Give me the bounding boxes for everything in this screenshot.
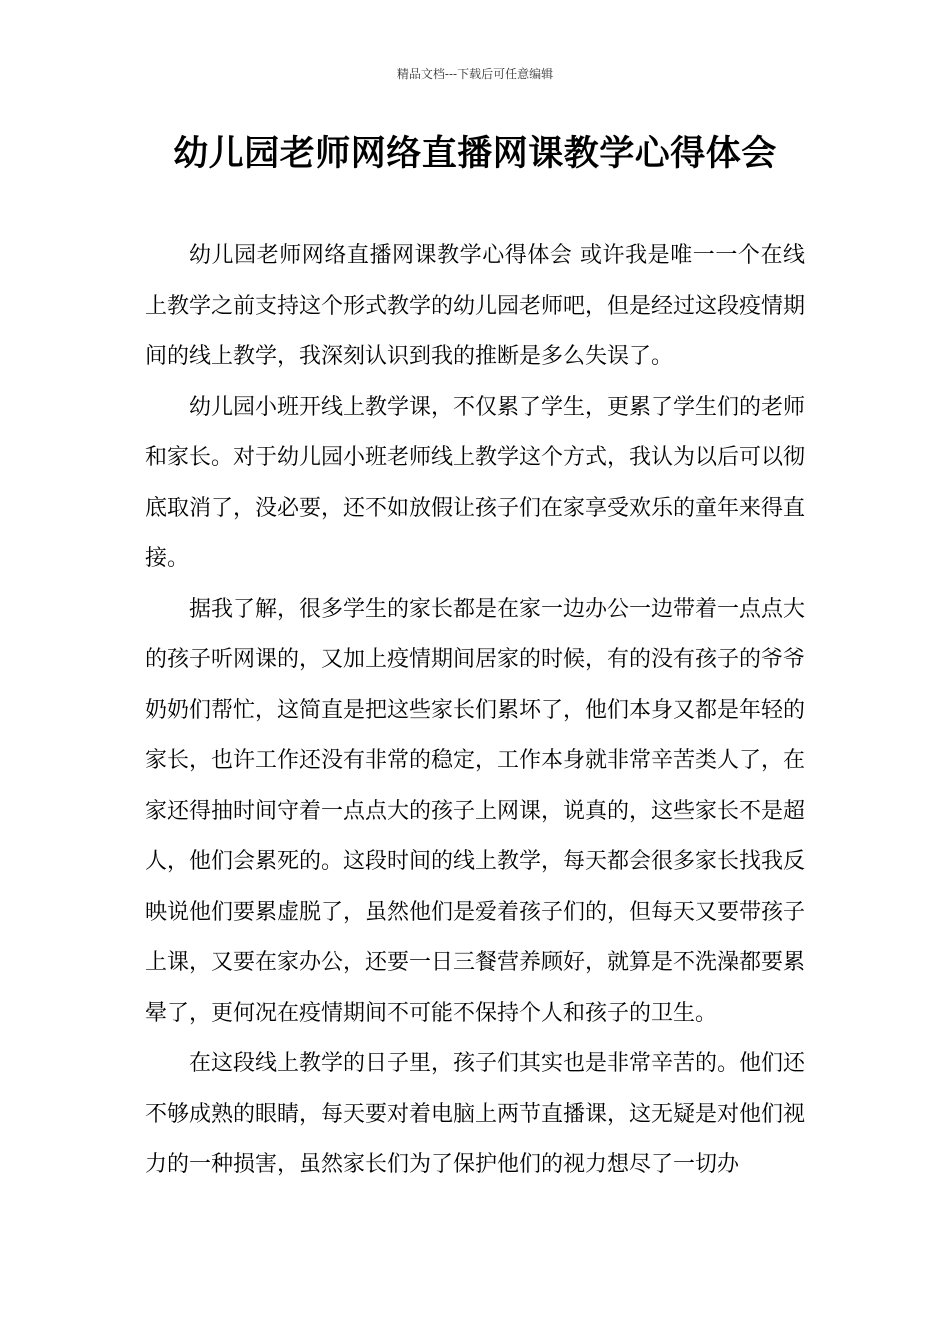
document-title: 幼儿园老师网络直播网课教学心得体会 (173, 133, 777, 174)
paragraph-3: 据我了解，很多学生的家长都是在家一边办公一边带着一点点大的孩子听网课的，又加上疫情期间居家的时候，有的没有孩子的爷爷奶奶们帮忙，这简直是把这些家长们累坏了，他们本身又都是年轻的家长，也许工作还没有非常的稳定，工作本身就非常辛苦类人了，在家还得抽时间守着一点点大的孩子上网课，说真的，这些家长不是超人，他们会累死的。这段时间的线上教学，每天都会很多家长找我反映说他们要累虚脱了，虽然他们是爱着孩子们的，但每天又要带孩子上课，又要在家办公，还要一日三餐营养顾好，就算是不洗澡都要累晕了，更何况在疫情期间不可能不保持个人和孩子的卫生。 (145, 596, 806, 1026)
paragraph-2: 幼儿园小班开线上教学课，不仅累了学生，更累了学生们的老师和家长。对于幼儿园小班老师线上教学这个方式，我认为以后可以彻底取消了，没必要，还不如放假让孩子们在家享受欢乐的童年来得直接。 (145, 394, 806, 571)
page-header: 精品文档---下载后可任意编辑 (396, 67, 554, 81)
document-body (145, 231, 805, 1191)
paragraph-4: 在这段线上教学的日子里，孩子们其实也是非常辛苦的。他们还不够成熟的眼睛，每天要对着电脑上两节直播课，这无疑是对他们视力的一种损害，虽然家长们为了保护他们的视力想尽了一切办 (145, 1051, 806, 1177)
paragraph-1: 幼儿园老师网络直播网课教学心得体会 或许我是唯一一个在线上教学之前支持这个形式教学的幼儿园老师吧，但是经过这段疫情期间的线上教学，我深刻认识到我的推断是多么失误了。 (145, 243, 806, 369)
